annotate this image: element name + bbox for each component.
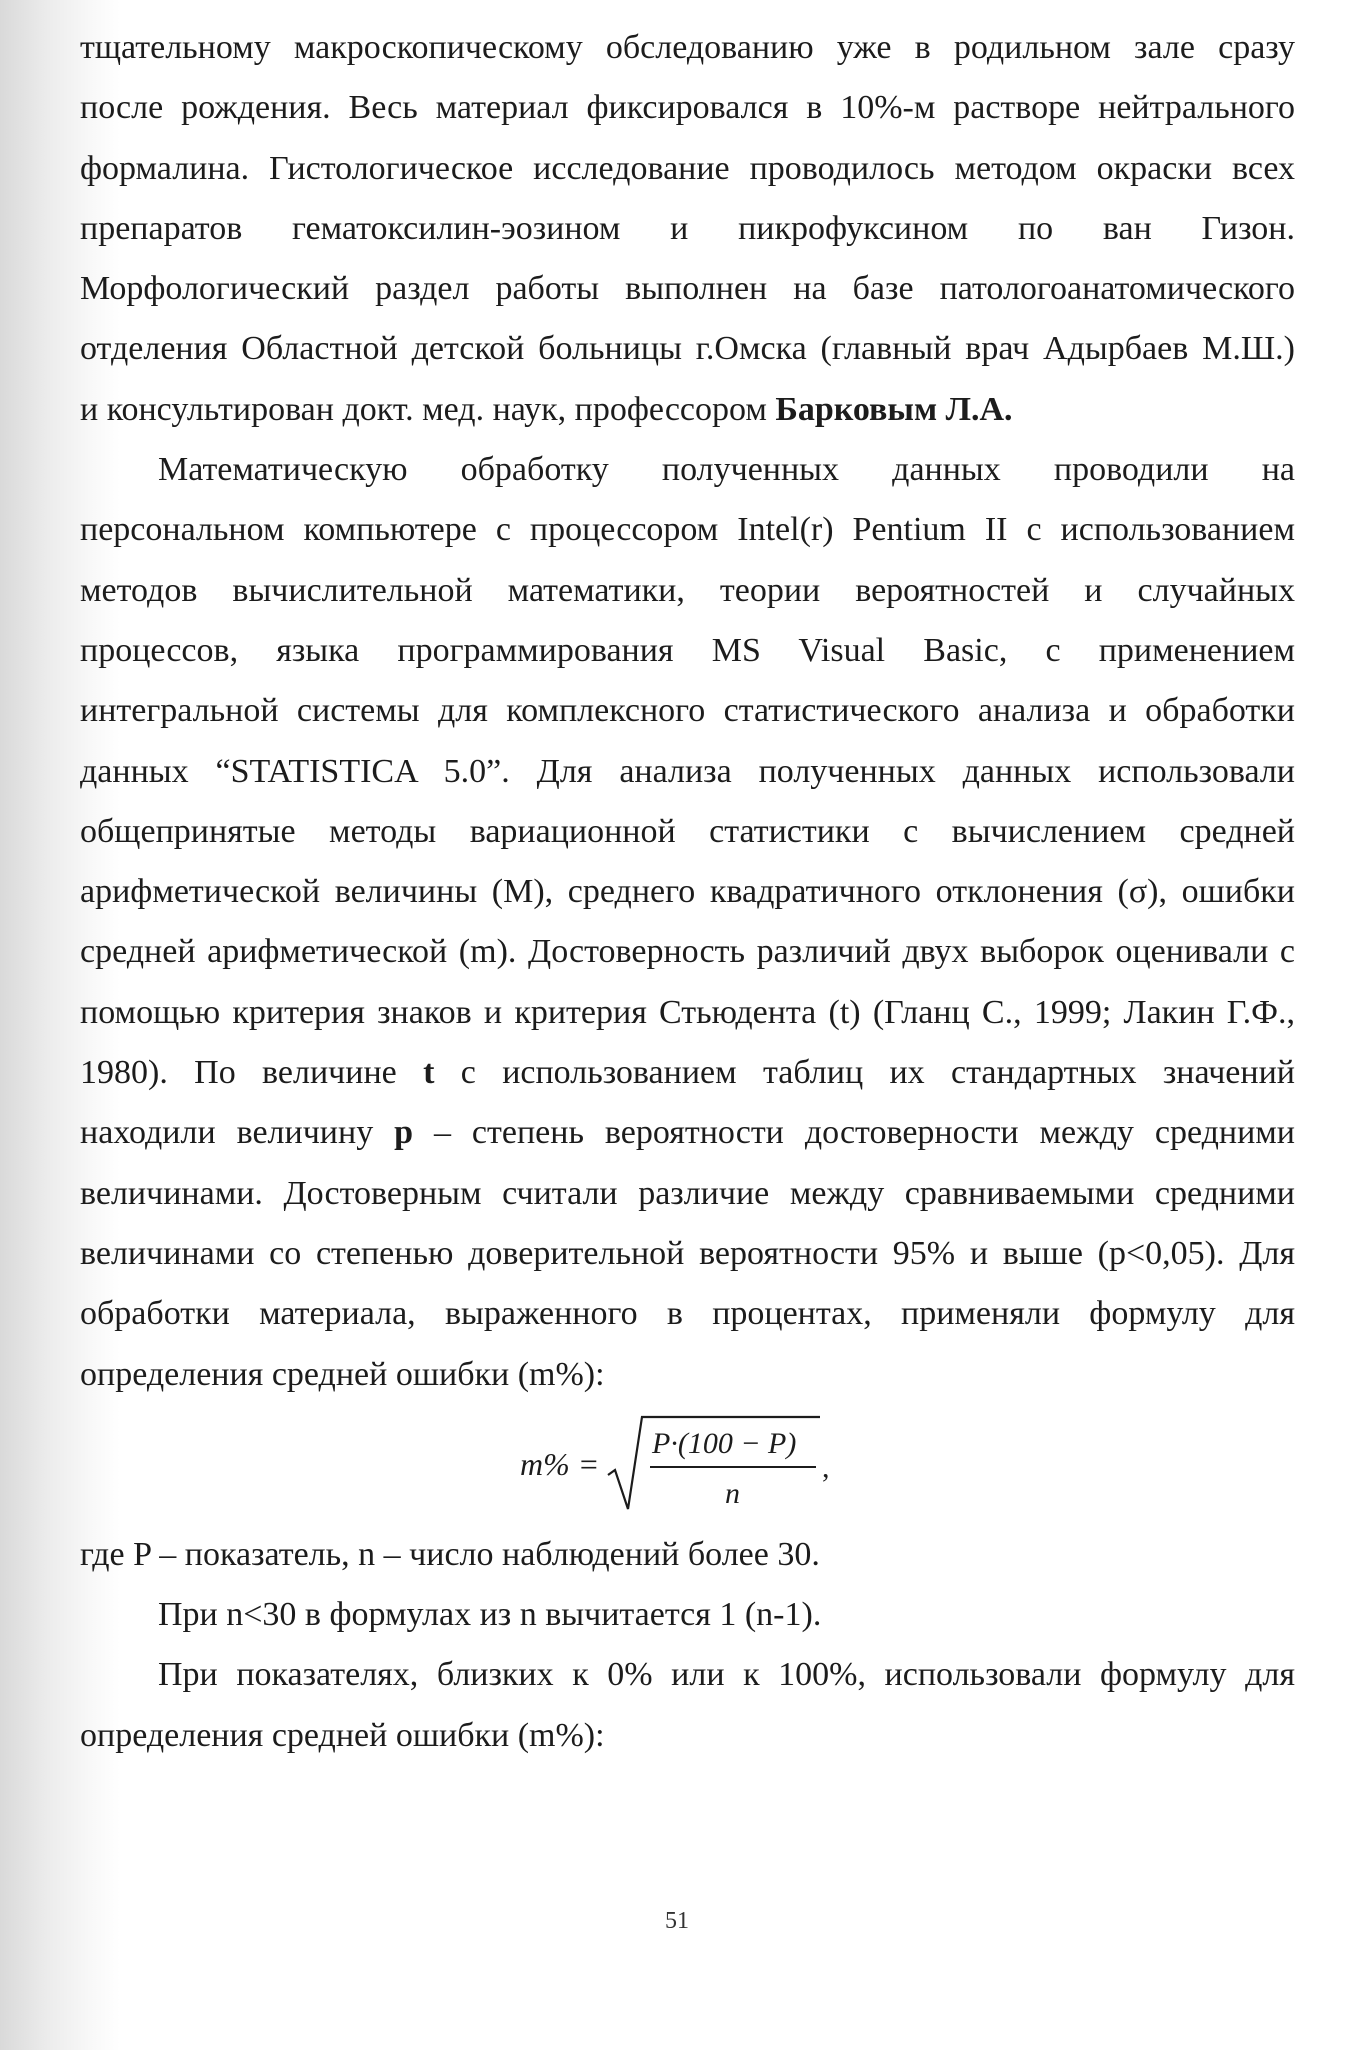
paragraph-statistics: [80, 440, 1295, 1405]
small-sample-note: При n<30 в формулах из n вычитается 1 (n-1).: [158, 1596, 822, 1634]
text-span: находили величину: [80, 1114, 395, 1152]
text-line: При показателях, близких к 0% или к 100%, использовали формулу для: [158, 1656, 1295, 1694]
text-line: общепринятые методы вариационной статистики с вычислением средней: [80, 812, 1295, 850]
text-line: величинами. Достоверным считали различие между сравниваемыми средними: [80, 1174, 1295, 1212]
text-line: формалина. Гистологическое исследование проводилось методом окраски всех: [80, 149, 1295, 187]
text-line: [80, 1103, 1295, 1163]
text-span: и консультирован докт. мед. наук, профессором: [80, 390, 776, 428]
page-number: 51: [665, 1908, 689, 1934]
bold-symbol-t: t: [423, 1054, 435, 1092]
formula-block: [80, 1409, 1295, 1519]
formula-comma: ,: [822, 1450, 830, 1484]
paragraph-extreme-values: [80, 1645, 1295, 1766]
document-page: [80, 18, 1295, 1766]
text-line: обработки материала, выраженного в процентах, применяли формулу для: [80, 1295, 1295, 1333]
text-line: интегральной системы для комплексного статистического анализа и обработки: [80, 692, 1295, 730]
formula-legend: где P – показатель, n – число наблюдений более 30.: [80, 1535, 820, 1573]
text-span: – степень вероятности достоверности между средними: [413, 1114, 1295, 1152]
text-line: Математическую обработку полученных данных проводили на: [158, 451, 1295, 489]
text-line: определения средней ошибки (m%):: [80, 1716, 605, 1754]
text-line: [80, 1043, 1295, 1103]
text-line: определения средней ошибки (m%):: [80, 1355, 605, 1393]
text-line: методов вычислительной математики, теории вероятностей и случайных: [80, 571, 1295, 609]
text-line: после рождения. Весь материал фиксировался в 10%-м растворе нейтрального: [80, 89, 1295, 127]
text-line: величинами со степенью доверительной вероятности 95% и выше (p<0,05). Для: [80, 1234, 1295, 1272]
text-line: данных “STATISTICA 5.0”. Для анализа полученных данных использовали: [80, 752, 1295, 790]
text-span: 1980). По величине: [80, 1054, 424, 1092]
bold-symbol-p: p: [394, 1114, 414, 1152]
text-line: средней арифметической (m). Достоверность различий двух выборок оценивали с: [80, 933, 1295, 971]
text-line: персональном компьютере с процессором Intel(r) Pentium II с использованием: [80, 511, 1295, 549]
paragraph-methods-material: [80, 18, 1295, 440]
text-line: [80, 380, 1295, 440]
text-line: тщательному макроскопическому обследованию уже в родильном зале сразу: [80, 29, 1295, 66]
formula-denominator: n: [725, 1476, 740, 1510]
professor-name: Барковым Л.А.: [775, 390, 1013, 428]
text-line: арифметической величины (М), среднего квадратичного отклонения (σ), ошибки: [80, 873, 1295, 911]
mean-error-formula: [520, 1409, 900, 1519]
text-line: помощью критерия знаков и критерия Стьюдента (t) (Гланц С., 1999; Лакин Г.Ф.,: [80, 993, 1295, 1031]
formula-lhs: m% =: [520, 1445, 600, 1482]
text-span: с использованием таблиц их стандартных значений: [434, 1054, 1295, 1092]
text-line: процессов, языка программирования MS Visual Basic, с применением: [80, 631, 1295, 669]
text-line: отделения Областной детской больницы г.Омска (главный врач Адырбаев М.Ш.): [80, 330, 1295, 368]
text-line: препаратов гематоксилин-эозином и пикрофуксином по ван Гизон.: [80, 209, 1295, 247]
formula-numerator: P·(100 − P): [652, 1426, 797, 1460]
text-line: Морфологический раздел работы выполнен на базе патологоанатомического: [80, 270, 1295, 308]
